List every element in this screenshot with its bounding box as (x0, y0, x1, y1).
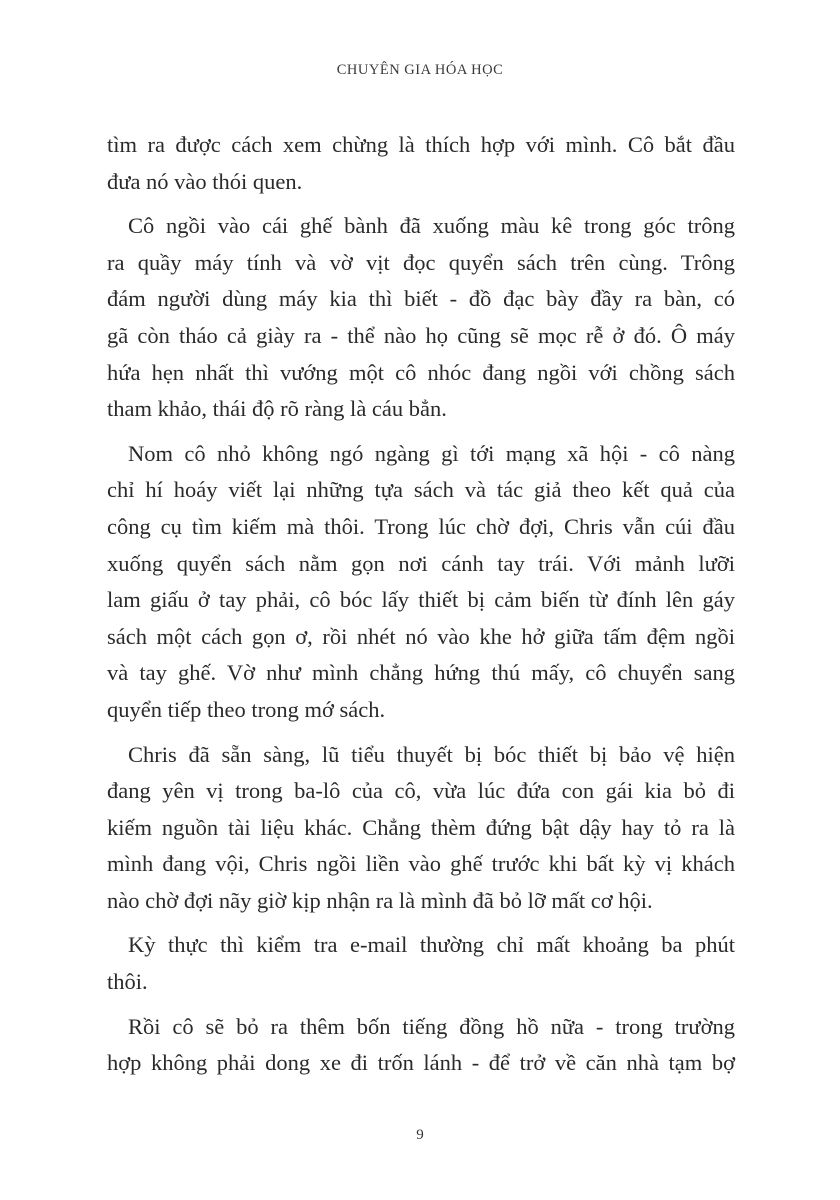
text-line: tìm ra được cách xem chừng là thích hợp với mình. Cô bắt đầu (107, 132, 735, 157)
text-line: Kỳ thực thì kiểm tra e-mail thường chỉ mất khoảng ba phút (128, 932, 735, 958)
text-line: chỉ hí hoáy viết lại những tựa sách và tác giả theo kết quả của (107, 477, 735, 503)
paragraph (107, 1009, 735, 1082)
text-line: công cụ tìm kiếm mà thôi. Trong lúc chờ đợi, Chris vẫn cúi đầu (107, 513, 735, 539)
paragraph (107, 127, 735, 200)
paragraph (107, 737, 735, 920)
text-line: kiếm nguồn tài liệu khác. Chẳng thèm đứng bật dậy hay tỏ ra là (107, 814, 735, 840)
body-text (107, 127, 735, 1090)
text-line: Nom cô nhỏ không ngó ngàng gì tới mạng xã hội - cô nàng (128, 440, 735, 466)
text-line: tham khảo, thái độ rõ ràng là cáu bẳn. (107, 396, 447, 422)
text-line: hứa hẹn nhất thì vướng một cô nhóc đang ngồi với chồng sách (107, 359, 735, 385)
text-line: ra quầy máy tính và vờ vịt đọc quyển sách trên cùng. Trông (107, 249, 735, 275)
text-line: lam giấu ở tay phải, cô bóc lấy thiết bị cảm biến từ đính lên gáy (107, 587, 735, 613)
text-line: hợp không phải dong xe đi trốn lánh - để trở về căn nhà tạm bợ (107, 1050, 735, 1076)
text-line: Rồi cô sẽ bỏ ra thêm bốn tiếng đồng hồ nữa - trong trường (128, 1013, 735, 1039)
text-line: Chris đã sẵn sàng, lũ tiểu thuyết bị bóc thiết bị bảo vệ hiện (128, 741, 735, 767)
text-line: đang yên vị trong ba-lô của cô, vừa lúc đứa con gái kia bỏ đi (107, 778, 735, 804)
text-line: gã còn tháo cả giày ra - thể nào họ cũng sẽ mọc rễ ở đó. Ô máy (107, 322, 735, 348)
text-line: và tay ghế. Vờ như mình chẳng hứng thú mấy, cô chuyển sang (107, 660, 735, 686)
text-line: Cô ngồi vào cái ghế bành đã xuống màu kê trong góc trông (128, 213, 735, 239)
text-line: quyển tiếp theo trong mớ sách. (107, 696, 386, 722)
page-number: 9 (416, 1127, 424, 1143)
text-line: đám người dùng máy kia thì biết - đồ đạc bày đầy ra bàn, có (107, 286, 735, 312)
text-line: đưa nó vào thói quen. (107, 168, 303, 194)
text-line: nào chờ đợi nãy giờ kịp nhận ra là mình đã bỏ lỡ mất cơ hội. (107, 887, 653, 913)
paragraph (107, 927, 735, 1000)
text-line: xuống quyển sách nằm gọn nơi cánh tay trái. Với mảnh lưỡi (107, 550, 735, 576)
paragraph (107, 436, 735, 729)
text-line: sách một cách gọn ơ, rồi nhét nó vào khe hở giữa tấm đệm ngồi (107, 623, 735, 649)
running-header: CHUYÊN GIA HÓA HỌC (336, 62, 504, 78)
paragraph (107, 208, 735, 428)
text-line: thôi. (107, 969, 148, 995)
text-line: mình đang vội, Chris ngồi liền vào ghế trước khi bất kỳ vị khách (107, 851, 735, 877)
